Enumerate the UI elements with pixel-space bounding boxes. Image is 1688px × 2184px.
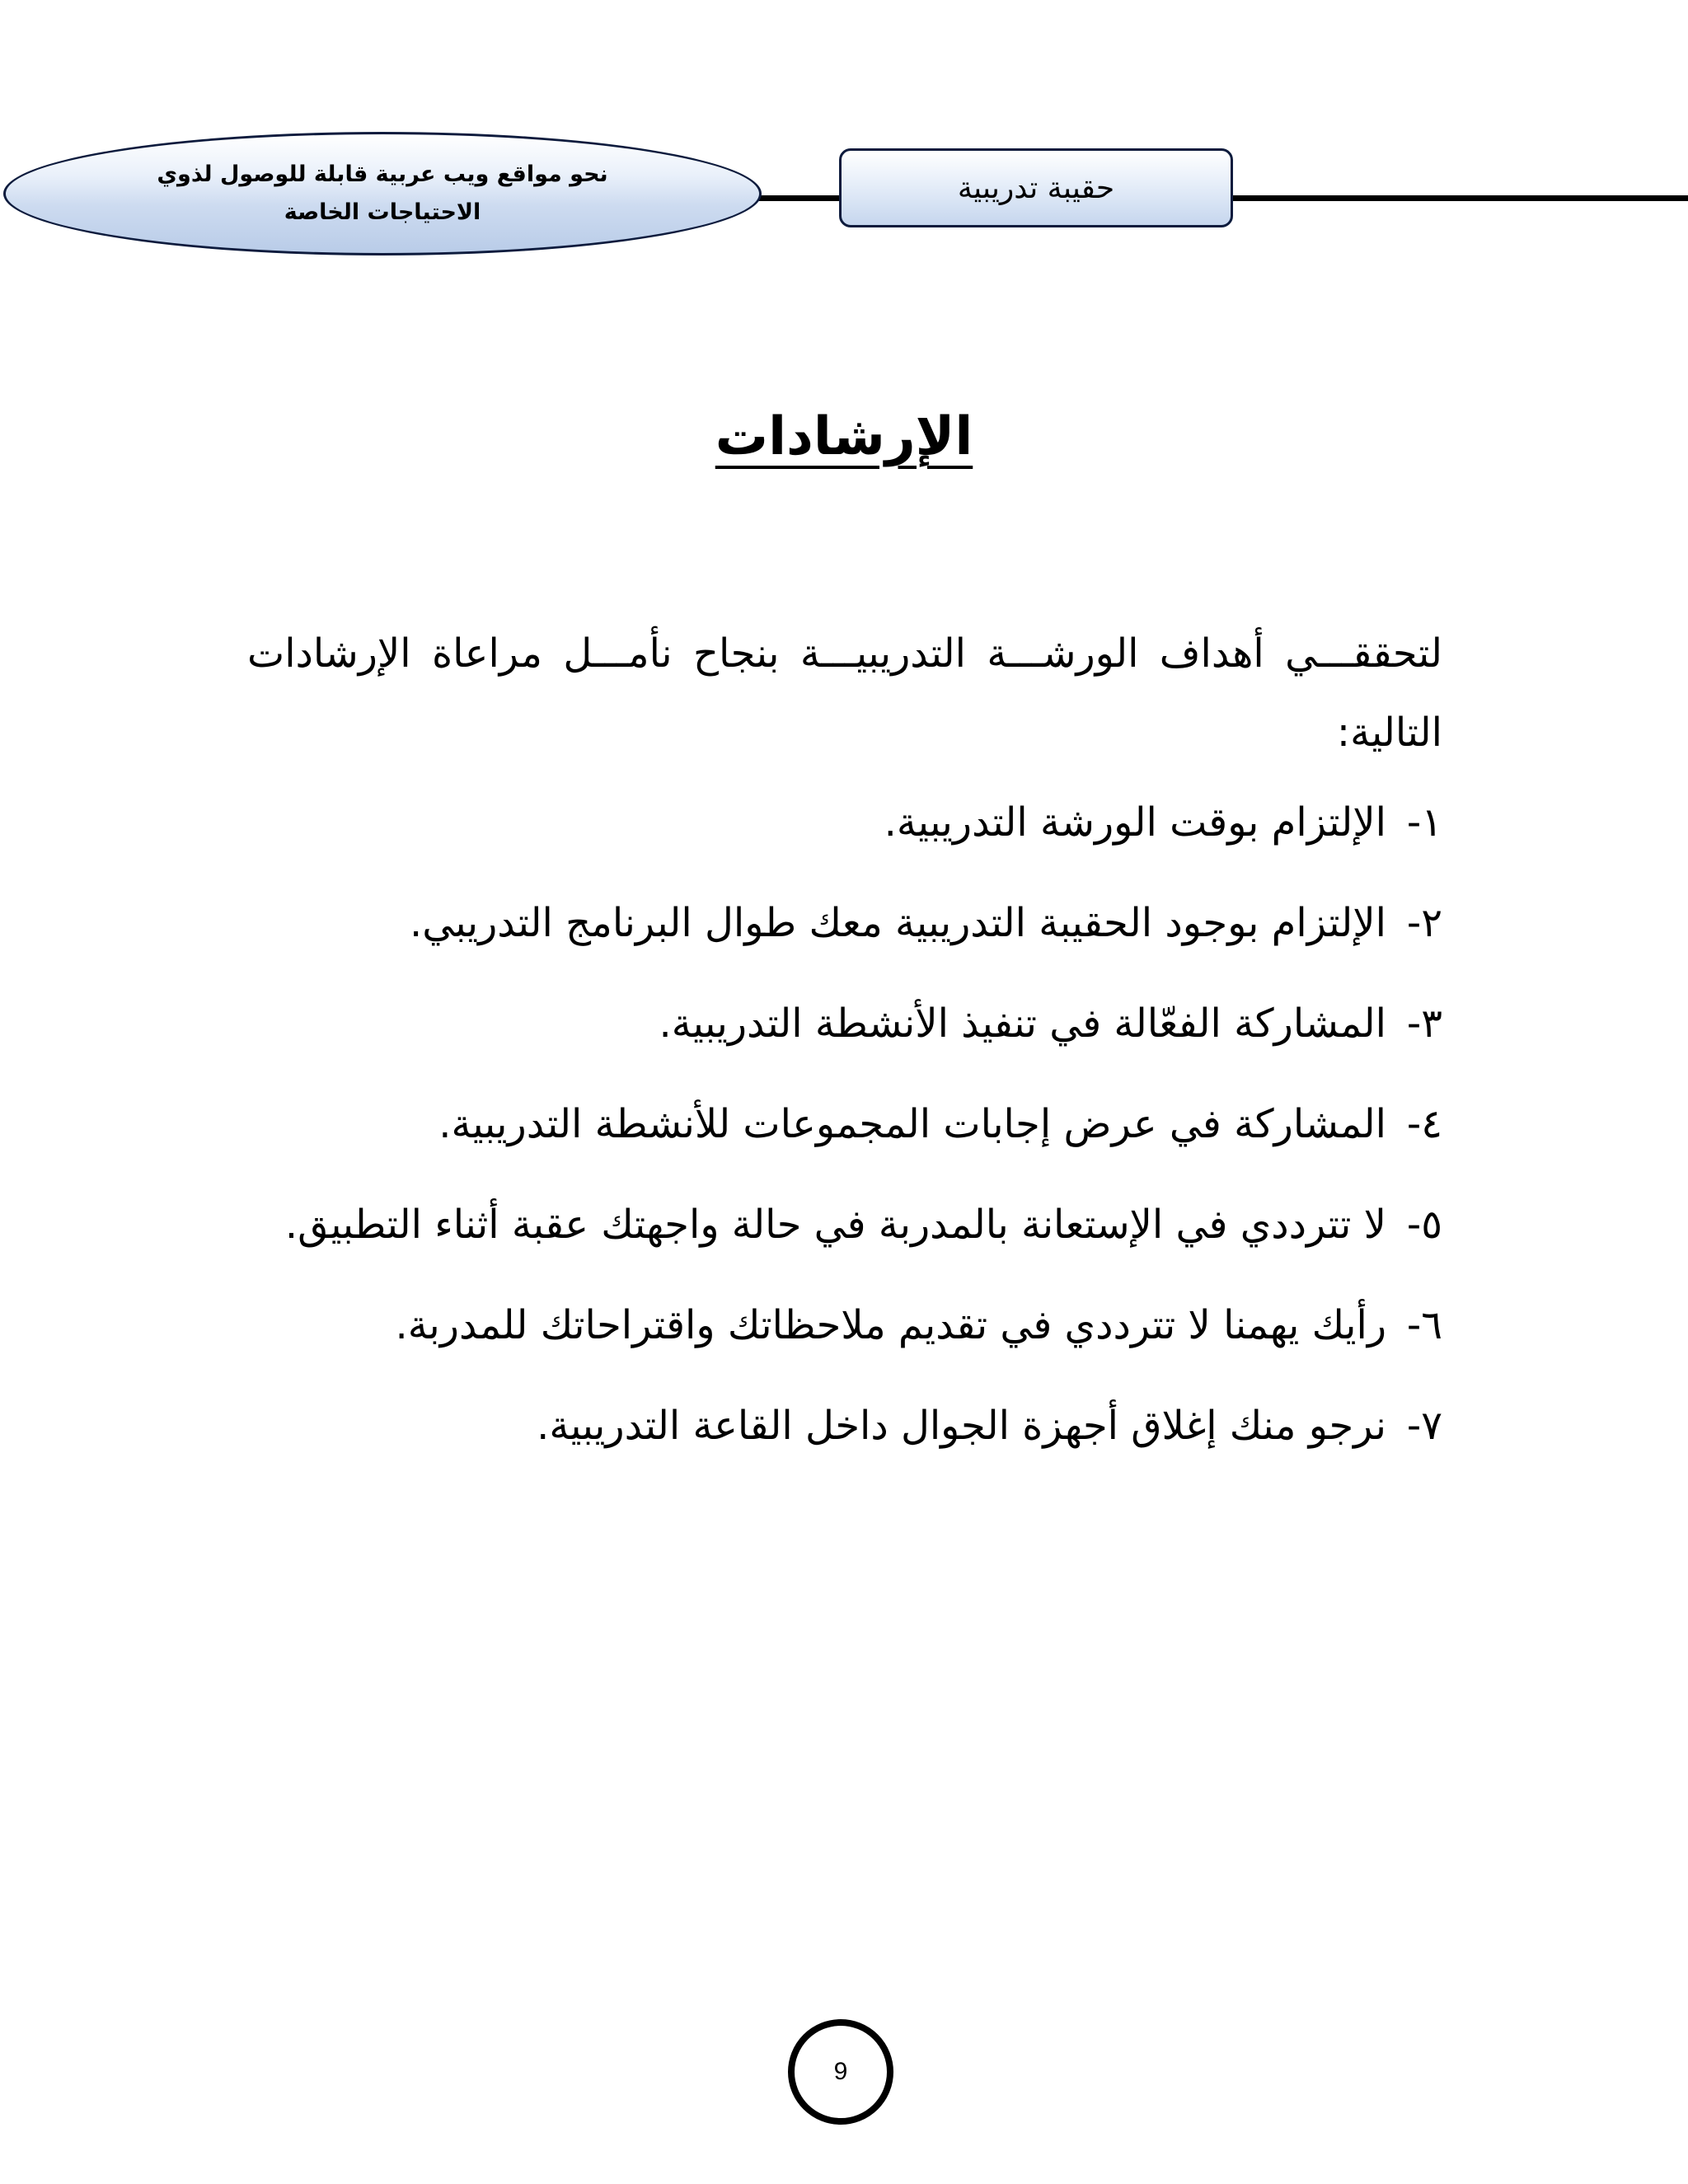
- list-item-text: المشاركة الفعّالة في تنفيذ الأنشطة التدريبية.: [659, 1001, 1386, 1047]
- list-item-text: رأيك يهمنا لا تترددي في تقديم ملاحظاتك واقتراحاتك للمدربة.: [395, 1302, 1386, 1348]
- list-item: [247, 1074, 1442, 1174]
- list-item-number: ٢-: [1406, 900, 1442, 946]
- instructions-content: [247, 614, 1442, 1476]
- page-number: 9: [788, 2019, 893, 2125]
- list-item: [247, 1376, 1442, 1476]
- list-item-text: نرجو منك إغلاق أجهزة الجوال داخل القاعة التدريبية.: [537, 1403, 1386, 1449]
- page-title: الإرشادات: [715, 406, 973, 467]
- list-item-number: ٣-: [1406, 1001, 1442, 1047]
- list-item-number: ١-: [1406, 799, 1442, 846]
- list-item-text: الإلتزام بوجود الحقيبة التدريبية معك طوال البرنامج التدريبي.: [409, 900, 1386, 946]
- header-banner-line-2: الاحتياجات الخاصة: [284, 199, 481, 225]
- intro-paragraph: لتحققـــي أهداف الورشـــة التدريبيـــة بنجاح نأمـــل مراعاة الإرشادات التالية:: [247, 630, 1442, 756]
- list-item-number: ٥-: [1406, 1202, 1442, 1248]
- list-item: [247, 772, 1442, 873]
- list-item: [247, 973, 1442, 1074]
- list-item: [247, 1174, 1442, 1275]
- list-item: [247, 1275, 1442, 1376]
- list-item-number: ٧-: [1406, 1403, 1442, 1449]
- header-section-label: [839, 148, 1233, 227]
- list-item: [247, 873, 1442, 973]
- header-banner-line-1: نحو مواقع ويب عربية قابلة للوصول لذوي: [157, 162, 608, 187]
- list-item-number: ٤-: [1406, 1101, 1442, 1147]
- list-item-text: الإلتزام بوقت الورشة التدريبية.: [884, 799, 1386, 846]
- list-item-text: لا تترددي في الإستعانة بالمدربة في حالة واجهتك عقبة أثناء التطبيق.: [284, 1202, 1386, 1248]
- list-item-number: ٦-: [1406, 1302, 1442, 1348]
- list-item-text: المشاركة في عرض إجابات المجموعات للأنشطة التدريبية.: [438, 1101, 1386, 1147]
- instructions-list: [247, 772, 1442, 1476]
- header-project-banner: [3, 132, 762, 255]
- header-section-label-text: حقيبة تدريبية: [957, 171, 1115, 205]
